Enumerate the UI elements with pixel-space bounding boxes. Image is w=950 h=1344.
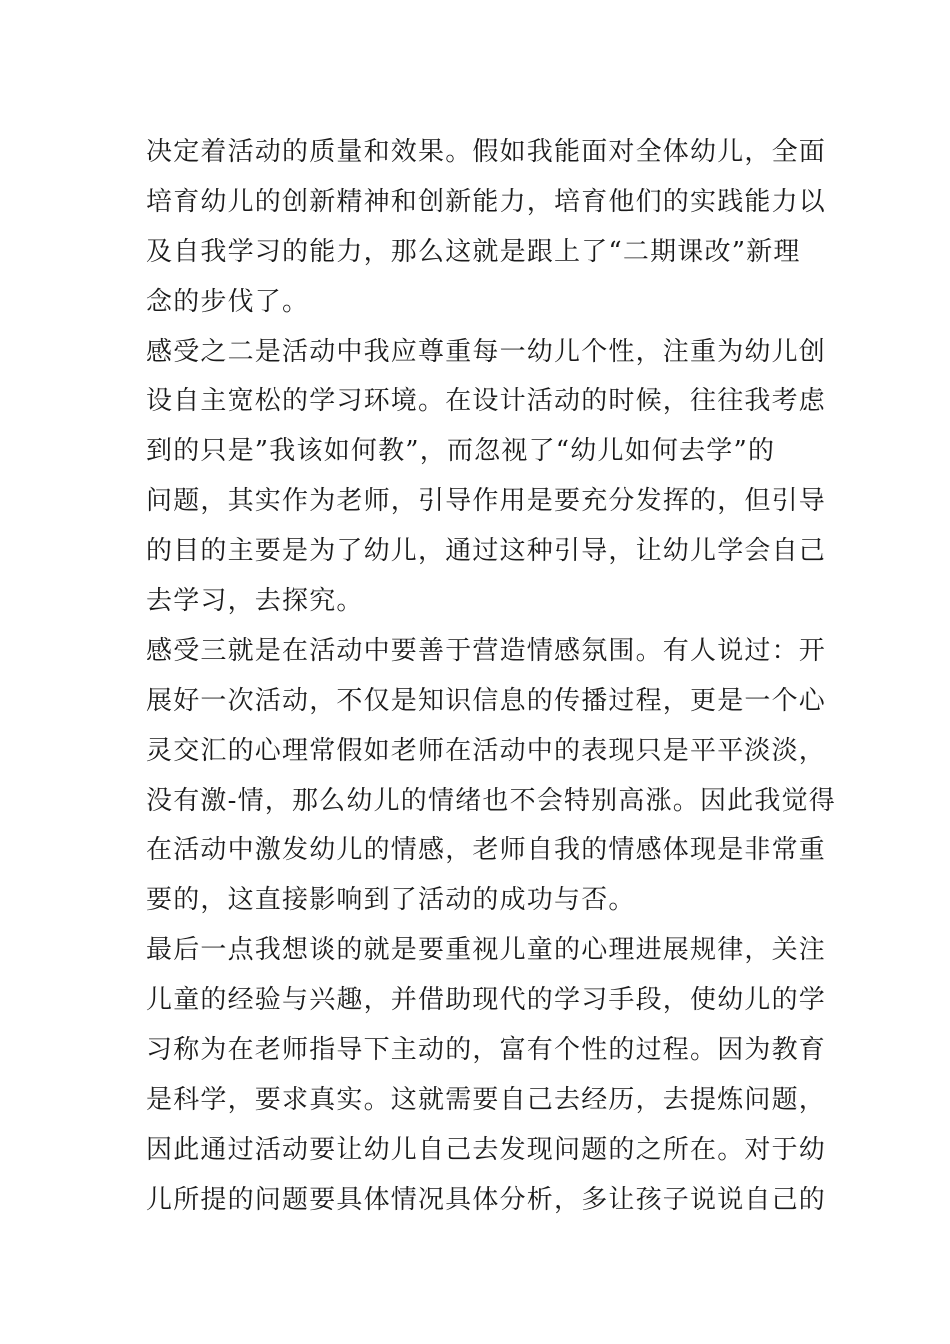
text-line: 展好一次活动，不仅是知识信息的传播过程，更是一个心 <box>146 685 827 716</box>
text-line: 没有激-情，那么幼儿的情绪也不会特别高涨。因此我觉得 <box>146 785 836 816</box>
text-line: 是科学，要求真实。这就需要自己去经历，去提炼问题， <box>146 1084 827 1115</box>
text-line: 到的只是”我该如何教”，而忽视了“幼儿如何去学”的 <box>146 436 776 467</box>
text-line: 念的步伐了。 <box>146 286 310 317</box>
text-line: 设自主宽松的学习环境。在设计活动的时候，往往我考虑 <box>146 386 827 417</box>
text-line: 儿童的经验与兴趣，并借助现代的学习手段，使幼儿的学 <box>146 985 827 1016</box>
text-line: 的目的主要是为了幼儿，通过这种引导，让幼儿学会自己 <box>146 536 827 567</box>
text-line: 问题，其实作为老师，引导作用是要充分发挥的，但引导 <box>146 486 827 517</box>
text-line: 在活动中激发幼儿的情感，老师自我的情感体现是非常重 <box>146 835 827 866</box>
text-line: 习称为在老师指导下主动的，富有个性的过程。因为教育 <box>146 1035 827 1066</box>
text-line: 培育幼儿的创新精神和创新能力，培育他们的实践能力以 <box>146 186 827 217</box>
text-line: 儿所提的问题要具体情况具体分析，多让孩子说说自己的 <box>146 1184 827 1215</box>
text-line: 去学习，去探究。 <box>146 586 364 617</box>
text-line: 感受之二是活动中我应尊重每一幼儿个性，注重为幼儿创 <box>146 336 827 367</box>
body-text <box>146 128 836 1226</box>
text-line: 因此通过活动要让幼儿自己去发现问题的之所在。对于幼 <box>146 1134 827 1165</box>
text-line: 灵交汇的心理常假如老师在活动中的表现只是平平淡淡， <box>146 735 827 766</box>
text-line: 最后一点我想谈的就是要重视儿童的心理进展规律，关注 <box>146 935 827 966</box>
text-line: 要的，这直接影响到了活动的成功与否。 <box>146 885 636 916</box>
text-line: 感受三就是在活动中要善于营造情感氛围。有人说过：开 <box>146 635 827 666</box>
text-line: 及自我学习的能力，那么这就是跟上了“二期课改”新理 <box>146 236 801 267</box>
text-line: 决定着活动的质量和效果。假如我能面对全体幼儿，全面 <box>146 137 827 167</box>
